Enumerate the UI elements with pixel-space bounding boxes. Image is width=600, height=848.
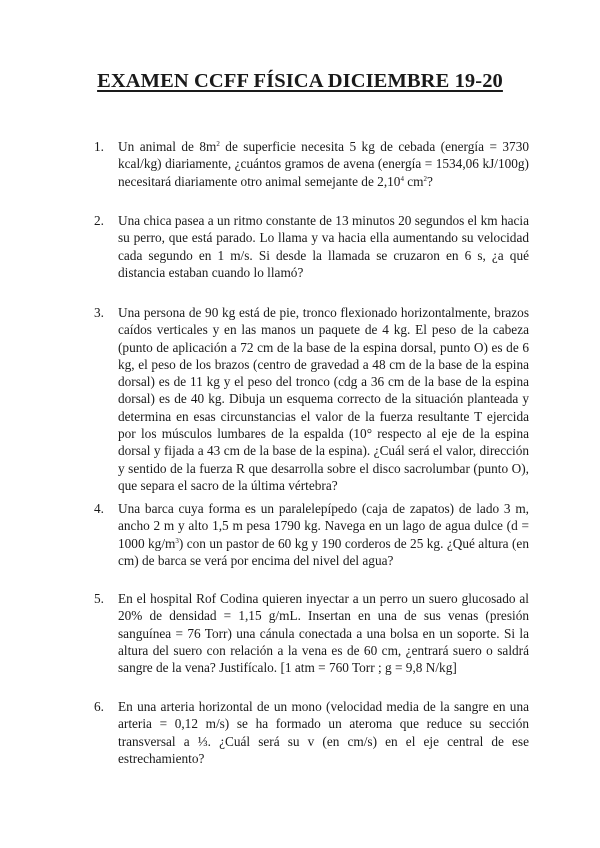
question-5 — [94, 590, 529, 676]
question-text: Una persona de 90 kg está de pie, tronco flexionado horizontalmente, brazos caídos verticales y en las manos un paquete de 4 kg. El peso de la cabeza (punto de aplicación a 72 cm de la base de la espina dorsal, punto O) es de 6 kg, el peso de los brazos (centro de gravedad a 48 cm de la base de la espina dorsal) es de 11 kg y el peso del tronco (cdg a 36 cm de la base de la espina dorsal) es de 40 kg. Dibuja un esquema correcto de la situación planteada y determina en esas circunstancias el valor de la fuerza resultante T ejercida por los músculos lumbares de la espalda (10° respecto al eje de la espina dorsal y fijada a 43 cm de la base de la espina). ¿Cuál será el valor, dirección y sentido de la fuerza R que desarrolla sobre el disco sacrolumbar (punto O), que separa el sacro de la última vértebra? — [118, 305, 529, 493]
question-number: 5. — [94, 591, 104, 606]
question-number: 6. — [94, 699, 104, 714]
question-text: En el hospital Rof Codina quieren inyectar a un perro un suero glucosado al 20% de densidad = 1,15 g/mL. Insertan en una de sus venas (presión sanguínea = 76 Torr) una cánula conectada a una bolsa en un soporte. Si la altura del suero con relación a la vena es de 60 cm, ¿entrará suero o saldrá sangre de la vena? Justifícalo. [1 atm = 760 Torr ; g = 9,8 N/kg] — [118, 591, 529, 676]
question-2 — [94, 212, 529, 281]
exam-title: EXAMEN CCFF FÍSICA DICIEMBRE 19-20 — [97, 70, 503, 92]
question-number: 3. — [94, 305, 104, 320]
question-text: En una arteria horizontal de un mono (velocidad media de la sangre en una arteria = 0,12 m/s) se ha formado un ateroma que reduce su sección transversal a ⅓. ¿Cuál será su v (en cm/s) en el eje central de ese estrechamiento? — [118, 699, 529, 766]
question-3 — [94, 304, 529, 494]
question-1: 1. Un animal de $8m^2$ de superficie necesita 5 kg de cebada (energía = 3730 kcal/kg) diariamente, ¿cuántos gramos de avena (energía = 1534,06 kJ/100g) necesitará diariamente otro animal semejante de 2,10$^4$ $cm^2$? — [94, 139, 529, 189]
question-4: 4. Una barca cuya forma es un paralelepípedo (caja de zapatos) de lado 3 m, ancho 2 m y alto 1,5 m pesa 1790 kg. Navega en un lago de agua dulce (d = 1000 $kg/m^3$) con un pastor de 60 kg y 190 corderos de 25 kg. ¿Qué altura (en cm) de barca se verá por encima del nivel del agua? — [94, 501, 529, 568]
question-6 — [94, 698, 529, 767]
question-number: 4. — [94, 501, 104, 516]
question-number: 2. — [94, 213, 104, 228]
question-number: 1. — [94, 139, 104, 154]
question-text: Una chica pasea a un ritmo constante de 13 minutos 20 segundos el km hacia su perro, que está parado. Lo llama y va hacia ella aumentando su velocidad cada segundo en 1 m/s. Si desde la llamada se cruzaron en 6 s, ¿a qué distancia estaban cuando lo llamó? — [118, 213, 529, 280]
